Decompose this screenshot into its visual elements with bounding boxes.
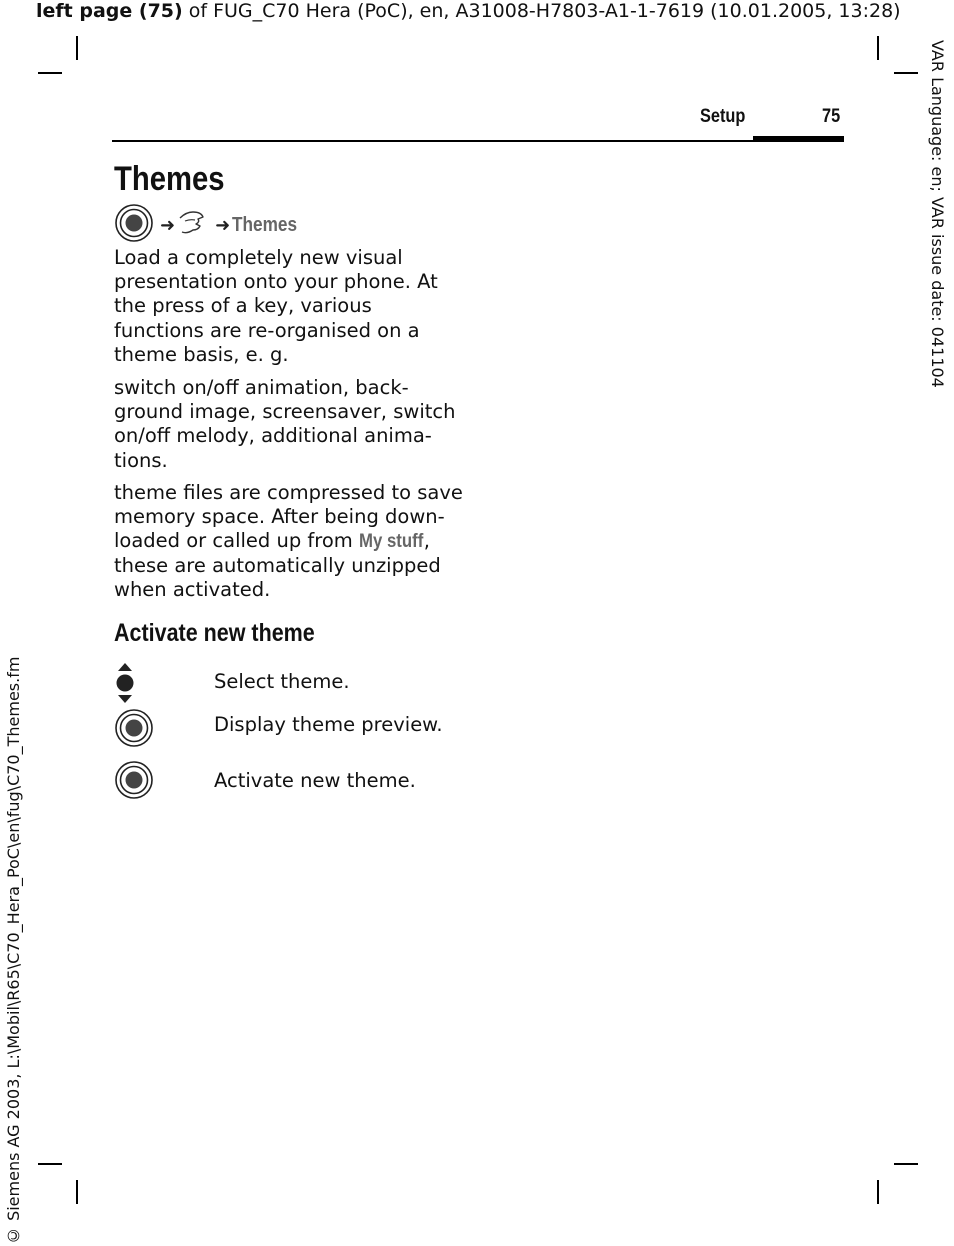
center-key-icon: [114, 203, 154, 247]
step-select-theme: Select theme.: [214, 670, 350, 693]
crop-mark: [877, 36, 879, 60]
center-key-icon: [114, 760, 154, 804]
paragraph-functions: switch on/off animation, back-ground image, screensaver, switch on/off melody, additional anima-tions.: [114, 376, 456, 472]
running-header-section: Setup: [700, 106, 746, 127]
crop-mark: [894, 1163, 918, 1165]
side-note-filepath: © Siemens AG 2003, L:\Mobil\R65\C70_Hera_PoC\en\fug\C70_Themes.fm: [4, 656, 23, 1245]
menu-path-label: Themes: [232, 213, 298, 236]
section-heading: Activate new theme: [114, 619, 315, 647]
step-activate-theme: Activate new theme.: [214, 769, 416, 792]
header-rule: [112, 140, 844, 142]
crop-mark: [76, 36, 78, 60]
setup-hand-icon: [177, 208, 209, 242]
crop-mark: [38, 1163, 62, 1165]
crop-mark: [76, 1180, 78, 1204]
menu-reference-my-stuff: My stuff: [359, 530, 424, 553]
menu-path: [114, 204, 308, 246]
crop-mark: [894, 72, 918, 74]
arrow-right-icon: ➜: [160, 214, 176, 236]
header-rule-accent: [753, 136, 844, 142]
side-note-language: VAR Language: en; VAR issue date: 041104: [928, 40, 947, 388]
crop-mark: [38, 72, 62, 74]
crop-mark: [877, 1180, 879, 1204]
paragraph-intro: Load a completely new visual presentation onto your phone. At the press of a key, various functions are re-organised on a theme basis, e. g.: [114, 246, 438, 366]
center-key-icon: [114, 708, 154, 752]
production-header: [36, 0, 901, 22]
production-header-page: left page (75): [36, 0, 183, 22]
arrow-right-icon: ➜: [215, 214, 231, 236]
paragraph-compression-text-end: , these are automatically unzipped when activated.: [114, 529, 441, 601]
page-number: 75: [822, 106, 841, 127]
page-title: Themes: [114, 160, 225, 198]
production-header-info: of FUG_C70 Hera (PoC), en, A31008-H7803-A1-1-7619 (10.01.2005, 13:28): [182, 0, 901, 22]
paragraph-compression: [114, 481, 464, 602]
step-display-preview: Display theme preview.: [214, 713, 443, 736]
navigation-key-icon: [114, 662, 136, 708]
paragraph-compression-text: theme files are compressed to save memory space. After being down-loaded or called up from: [114, 481, 463, 553]
